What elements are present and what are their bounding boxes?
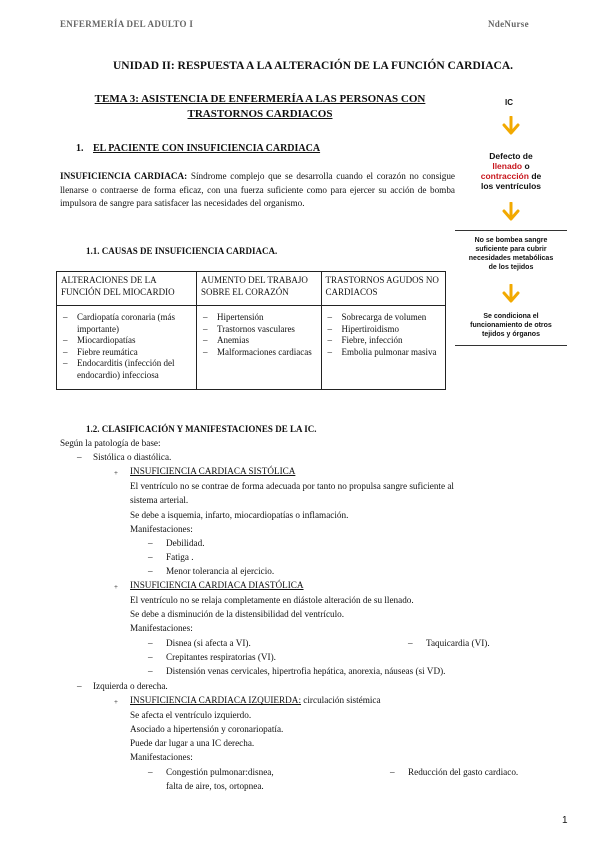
list-item: – Fiebre, infección	[326, 335, 442, 347]
flow-box-2	[455, 236, 567, 272]
table-header-cell: AUMENTO DEL TRABAJO SOBRE EL CORAZÓN	[197, 272, 321, 306]
sistolica-line2: sistema arterial.	[130, 495, 189, 505]
flow-box-2-line: necesidades metabólicas	[468, 255, 554, 262]
izquierda-manif-label: Manifestaciones:	[130, 752, 193, 762]
list-item: – Embolia pulmonar masiva	[326, 347, 442, 359]
tema-title	[60, 92, 460, 122]
list-item: – Endocarditis (infección del endocardio) infecciosa	[61, 358, 192, 381]
list-item: – Miocardiopatías	[61, 335, 192, 347]
izquierda-line3: Puede dar lugar a una IC derecha.	[130, 738, 255, 748]
list-item: – Trastornos vasculares	[201, 324, 316, 336]
flow-box-1	[465, 151, 557, 191]
dash-bullet: –	[77, 452, 82, 462]
cause-list	[326, 312, 442, 358]
izquierda-line1: Se afecta el ventrículo izquierdo.	[130, 710, 252, 720]
section-1-heading	[76, 143, 320, 154]
sistolica-title: INSUFICIENCIA CARDIACA SISTÓLICA	[130, 466, 296, 476]
table-header-row	[57, 272, 446, 306]
list-item: – Hipertiroidismo	[326, 324, 442, 336]
dash-bullet: –	[148, 767, 153, 777]
list-item: Taquicardia (VI).	[426, 638, 490, 648]
list-item-continuation: falta de aire, tos, ortopnea.	[166, 781, 264, 791]
dash-bullet: –	[408, 638, 413, 648]
tema-title-line2: TRASTORNOS CARDIACOS	[187, 108, 333, 120]
list-item: Menor tolerancia al ejercicio.	[166, 566, 275, 576]
dash-bullet: –	[148, 566, 153, 576]
diastolica-manif-label: Manifestaciones:	[130, 623, 193, 633]
flow-box-1-line4: los ventrículos	[481, 181, 541, 191]
flow-box-2-line: suficiente para cubrir	[475, 246, 547, 253]
list-item: – Fiebre reumática	[61, 347, 192, 359]
causes-table	[56, 271, 446, 390]
sistolica-diastolica-item: Sistólica o diastólica.	[93, 452, 172, 462]
definition-paragraph	[60, 170, 455, 211]
list-item: – Malformaciones cardiacas	[201, 347, 316, 359]
definition-text: Síndrome complejo que se desarrolla cuando el corazón no consigue llenarse o contraerse de forma eficaz, con una fuerza suficiente como para ejercer su acción de bomba impulsora de sangre para satisfacer las necesidades del organismo.	[60, 171, 455, 209]
flow-ic-label: IC	[505, 98, 513, 107]
arrow-down-icon	[502, 116, 520, 136]
diastolica-line2: Se debe a disminución de la distensibilidad del ventrículo.	[130, 609, 345, 619]
flow-red-text: contracción	[480, 171, 529, 181]
table-header-cell: ALTERACIONES DE LA FUNCIÓN DEL MIOCARDIO	[57, 272, 197, 306]
list-item: Disnea (si afecta a VI).	[166, 638, 251, 648]
dash-bullet: –	[148, 638, 153, 648]
diastolica-line1: El ventrículo no se relaja completamente en diástole alteración de su llenado.	[130, 595, 414, 605]
izquierda-title: INSUFICIENCIA CARDIACA IZQUIERDA:	[130, 695, 301, 705]
cause-list	[201, 312, 316, 358]
flow-box-1-line3: contracción de	[480, 171, 542, 181]
list-item: Distensión venas cervicales, hipertrofia hepática, anorexia, náuseas (si VD).	[166, 666, 446, 676]
arrow-down-icon	[502, 284, 520, 304]
header-left: ENFERMERÍA DEL ADULTO I	[60, 19, 194, 29]
plus-bullet-icon: +	[114, 583, 118, 591]
izquierda-title-rest: circulación sistémica	[301, 695, 381, 705]
header-right: NdeNurse	[488, 19, 529, 29]
segun-text: Según la patología de base:	[60, 438, 161, 448]
list-item: – Cardiopatía coronaria (más importante)	[61, 312, 192, 335]
list-item: Crepitantes respiratorias (VI).	[166, 652, 276, 662]
list-item: – Hipertensión	[201, 312, 316, 324]
subsection-1-2-heading: 1.2. CLASIFICACIÓN Y MANIFESTACIONES DE LA IC.	[86, 424, 317, 434]
page-number: 1	[562, 815, 568, 826]
flow-box-3	[455, 312, 567, 339]
list-item: Debilidad.	[166, 538, 205, 548]
flow-box-3-line: funcionamiento de otros	[470, 322, 552, 329]
dash-bullet: –	[77, 681, 82, 691]
table-header-cell: TRASTORNOS AGUDOS NO CARDIACOS	[321, 272, 446, 306]
flow-divider	[455, 230, 567, 231]
list-item: Congestión pulmonar:disnea,	[166, 767, 274, 777]
flow-divider	[455, 345, 567, 346]
dash-bullet: –	[148, 552, 153, 562]
flow-box-1-line1: Defecto de	[489, 151, 533, 161]
sistolica-cause: Se debe a isquemia, infarto, miocardiopatías o inflamación.	[130, 510, 349, 520]
table-cell	[321, 306, 446, 390]
flow-box-3-line: tejidos y órganos	[482, 331, 540, 338]
izquierda-line2: Asociado a hipertensión y coronariopatía.	[130, 724, 284, 734]
table-cell	[197, 306, 321, 390]
list-item: – Anemias	[201, 335, 316, 347]
arrow-down-icon	[502, 202, 520, 222]
section-1-number: 1.	[76, 143, 84, 154]
izq-der-item: Izquierda o derecha.	[93, 681, 168, 691]
flow-box-2-line: de los tejidos	[488, 264, 534, 271]
dash-bullet: –	[148, 652, 153, 662]
list-item: Reducción del gasto cardiaco.	[408, 767, 519, 777]
flow-box-1-line2: llenado o	[492, 161, 530, 171]
dash-bullet: –	[390, 767, 395, 777]
list-item: – Sobrecarga de volumen	[326, 312, 442, 324]
unit-title: UNIDAD II: RESPUESTA A LA ALTERACIÓN DE LA FUNCIÓN CARDIACA.	[113, 60, 514, 72]
table-row	[57, 306, 446, 390]
sistolica-line1: El ventrículo no se contrae de forma adecuada por tanto no propulsa sangre suficiente al	[130, 481, 454, 491]
definition-term: INSUFICIENCIA CARDIACA:	[60, 171, 188, 181]
list-item: Fatiga .	[166, 552, 194, 562]
flow-box-2-line: No se bombea sangre	[474, 237, 548, 244]
tema-title-line1: TEMA 3: ASISTENCIA DE ENFERMERÍA A LAS PERSONAS CON	[94, 93, 426, 105]
cause-list	[61, 312, 192, 381]
table-cell	[57, 306, 197, 390]
flow-red-text: llenado	[492, 161, 523, 171]
flow-box-3-line: Se condiciona el	[483, 313, 539, 320]
subsection-1-1-heading: 1.1. CAUSAS DE INSUFICIENCIA CARDIACA.	[86, 246, 278, 256]
izquierda-title-line	[130, 695, 381, 705]
diastolica-title: INSUFICIENCIA CARDIACA DIASTÓLICA	[130, 580, 304, 590]
section-1-title: EL PACIENTE CON INSUFICIENCIA CARDIACA	[93, 143, 321, 154]
plus-bullet-icon: +	[114, 469, 118, 477]
sistolica-manif-label: Manifestaciones:	[130, 524, 193, 534]
plus-bullet-icon: +	[114, 698, 118, 706]
dash-bullet: –	[148, 666, 153, 676]
dash-bullet: –	[148, 538, 153, 548]
